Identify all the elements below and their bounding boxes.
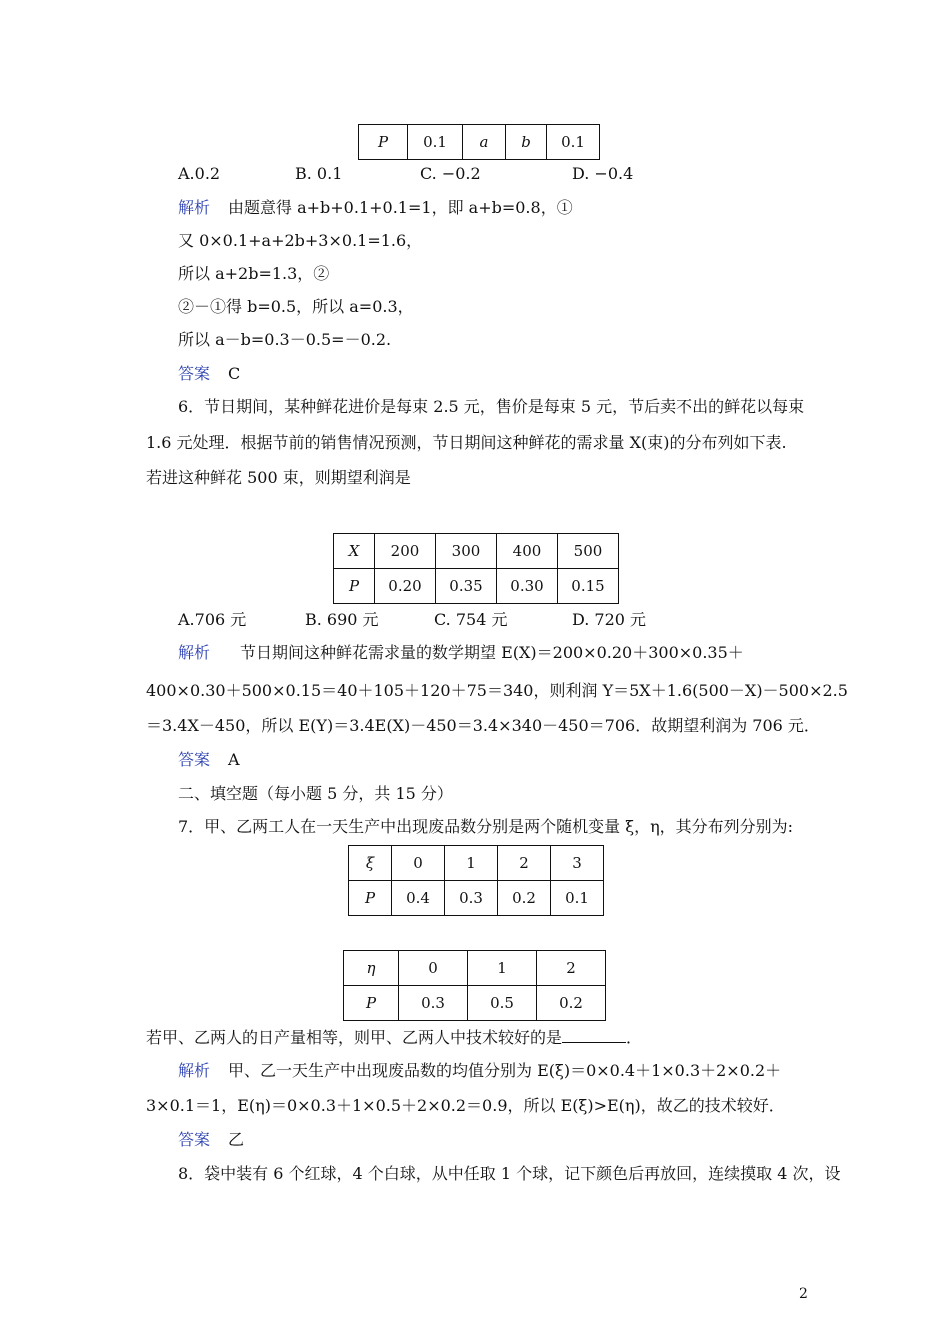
q6-answer-label: 答案 [178, 750, 211, 769]
q6-option-d: D. 720 元 [572, 610, 647, 629]
q6-distribution-table [333, 533, 619, 604]
table-cell: 0.3 [445, 881, 498, 916]
q5-option-a: A.0.2 [178, 164, 221, 183]
top-distribution-table [358, 124, 600, 160]
q5-option-b: B. 0.1 [295, 164, 343, 183]
table-header-cell: 2 [498, 846, 551, 881]
page-number: 2 [799, 1286, 808, 1302]
q8-stem: 8．袋中装有 6 个红球，4 个白球，从中任取 1 个球，记下颜色后再放回，连续摸取 4 次，设 [178, 1164, 841, 1183]
table-header-cell: 1 [445, 846, 498, 881]
q7-answer: 乙 [228, 1130, 245, 1149]
q5-analysis-line: 所以 a+2b=1.3，② [178, 264, 330, 283]
table-header-cell: 2 [537, 951, 606, 986]
q5-analysis-line: 又 0×0.1+a+2b+3×0.1=1.6， [178, 231, 423, 250]
table-cell: P [334, 569, 375, 604]
table-cell: 0.2 [537, 986, 606, 1021]
table-cell: 0.1 [551, 881, 604, 916]
table-cell: P [359, 125, 408, 160]
table-cell: 0.5 [468, 986, 537, 1021]
table-header-cell: 0 [399, 951, 468, 986]
q5-analysis-line: ②－①得 b=0.5，所以 a=0.3， [178, 297, 414, 316]
q6-option-b: B. 690 元 [305, 610, 379, 629]
q5-option-c: C. −0.2 [420, 164, 481, 183]
table-cell: 0.35 [436, 569, 497, 604]
table-header-cell: ξ [349, 846, 392, 881]
q5-option-d: D. −0.4 [572, 164, 634, 183]
answer-blank [562, 1028, 626, 1043]
table-cell: b [506, 125, 547, 160]
q5-analysis-line: 由题意得 a+b+0.1+0.1=1，即 a+b=0.8，① [228, 198, 573, 217]
q7-question-text: 若甲、乙两人的日产量相等，则甲、乙两人中技术较好的是 [146, 1028, 563, 1047]
table-row [344, 951, 606, 986]
table-cell: 0.15 [558, 569, 619, 604]
q7-question-end: ． [626, 1028, 643, 1047]
table-row [344, 986, 606, 1021]
table-header-cell: 3 [551, 846, 604, 881]
table-row [334, 534, 619, 569]
table-cell: 0.1 [408, 125, 463, 160]
q6-option-c: C. 754 元 [434, 610, 508, 629]
table-header-cell: 0 [392, 846, 445, 881]
q7-analysis-line: 3×0.1＝1，E(η)＝0×0.3＋1×0.5＋2×0.2＝0.9，所以 E(ξ)>E(η)，故乙的技术较好． [146, 1096, 785, 1115]
q7-xi-table [348, 845, 604, 916]
q6-option-a: A.706 元 [178, 610, 247, 629]
table-row [349, 881, 604, 916]
table-header-cell: 300 [436, 534, 497, 569]
table-header-cell: η [344, 951, 399, 986]
q5-analysis-line: 所以 a－b=0.3－0.5=－0.2. [178, 330, 392, 349]
q7-analysis-line: 甲、乙一天生产中出现废品数的均值分别为 E(ξ)＝0×0.4＋1×0.3＋2×0.2＋ [228, 1061, 782, 1080]
q7-analysis-label: 解析 [178, 1061, 211, 1080]
table-cell: 0.20 [375, 569, 436, 604]
table-cell: 0.4 [392, 881, 445, 916]
q5-answer-label: 答案 [178, 364, 211, 383]
q6-stem-line: 6．节日期间，某种鲜花进价是每束 2.5 元，售价是每束 5 元，节后卖不出的鲜花以每束 [178, 397, 805, 416]
q6-analysis-line: ＝3.4X－450，所以 E(Y)＝3.4E(X)－450＝3.4×340－450＝706．故期望利润为 706 元． [146, 716, 820, 735]
q6-stem-line: 若进这种鲜花 500 束，则期望利润是 [146, 468, 411, 487]
q7-question [146, 1028, 642, 1048]
table-row [349, 846, 604, 881]
table-header-cell: 200 [375, 534, 436, 569]
table-header-cell: X [334, 534, 375, 569]
q6-answer: A [228, 750, 240, 769]
q6-analysis-label: 解析 [178, 643, 211, 662]
table-cell: 0.30 [497, 569, 558, 604]
table-cell: P [349, 881, 392, 916]
q6-analysis-line: 400×0.30＋500×0.15＝40＋105＋120＋75＝340，则利润 Y＝5X＋1.6(500－X)－500×2.5 [146, 681, 848, 700]
section-title: 二、填空题（每小题 5 分，共 15 分） [178, 784, 453, 803]
q5-answer: C [228, 364, 241, 383]
table-cell: 0.2 [498, 881, 551, 916]
q7-answer-label: 答案 [178, 1130, 211, 1149]
q5-analysis-label: 解析 [178, 198, 211, 217]
q7-eta-table [343, 950, 606, 1021]
table-header-cell: 1 [468, 951, 537, 986]
table-cell: P [344, 986, 399, 1021]
table-cell: 0.3 [399, 986, 468, 1021]
table-row [334, 569, 619, 604]
q6-stem-line: 1.6 元处理．根据节前的销售情况预测，节日期间这种鲜花的需求量 X(束)的分布列如下表. [146, 433, 787, 452]
table-cell: 0.1 [547, 125, 600, 160]
table-cell: a [463, 125, 506, 160]
table-row [359, 125, 600, 160]
table-header-cell: 500 [558, 534, 619, 569]
table-header-cell: 400 [497, 534, 558, 569]
q6-analysis-line: 节日期间这种鲜花需求量的数学期望 E(X)＝200×0.20＋300×0.35＋ [240, 643, 744, 662]
q7-stem: 7．甲、乙两工人在一天生产中出现废品数分别是两个随机变量 ξ，η，其分布列分别为: [178, 817, 794, 836]
